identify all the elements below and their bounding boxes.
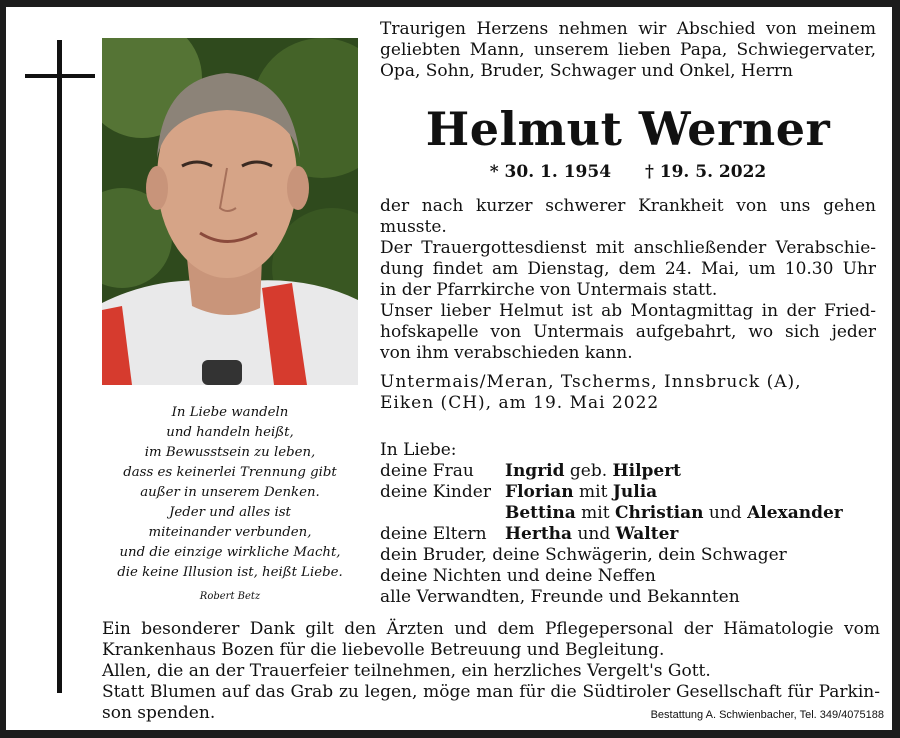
intro-line: Traurigen Herzens nehmen wir Abschied von meinem	[380, 19, 876, 39]
poem-line: und handeln heißt,	[166, 425, 294, 440]
family-intro: In Liebe:	[380, 440, 457, 460]
poem-author: Robert Betz	[199, 591, 261, 602]
death-date: † 19. 5. 2022	[644, 162, 767, 182]
poem-line: die keine Illusion ist, heißt Liebe.	[117, 565, 343, 580]
family-row-parents	[380, 524, 876, 545]
body-line: dung findet am Dienstag, dem 24. Mai, um 10.30 Uhr	[380, 259, 876, 279]
thanks-line: Krankenhaus Bozen für die liebevolle Betreuung und Begleitung.	[102, 640, 665, 660]
poem-line: im Bewusstsein zu leben,	[144, 445, 316, 460]
obituary-notice	[6, 7, 892, 730]
family-label: deine Frau	[380, 461, 474, 481]
family-connector: geb.	[564, 461, 613, 481]
family-connector: und	[703, 503, 748, 523]
intro-line: Opa, Sohn, Bruder, Schwager und Onkel, Herrn	[380, 61, 793, 81]
body-line: hofskapelle von Untermais aufgebahrt, wo sich jeder	[380, 322, 876, 342]
cross-icon	[57, 40, 62, 693]
family-others: dein Bruder, deine Schwägerin, dein Schwager	[380, 545, 787, 565]
family-name: Hertha	[505, 524, 573, 544]
body-line: Unser lieber Helmut ist ab Montagmittag in der Fried-	[380, 301, 876, 321]
family-connector: mit	[575, 503, 615, 523]
family-name: Bettina	[505, 503, 576, 523]
family-label: deine Eltern	[380, 524, 487, 544]
intro-line: geliebten Mann, unserem lieben Papa, Schwiegervater,	[380, 40, 876, 60]
family-name: Alexander	[747, 503, 843, 523]
thanks-line: Statt Blumen auf das Grab zu legen, möge man für die Südtiroler Gesellschaft für Parkin-	[102, 682, 880, 702]
family-name: Christian	[614, 503, 704, 523]
thanks-line: Allen, die an der Trauerfeier teilnehmen, ein herzliches Vergelt's Gott.	[102, 661, 711, 681]
family-row-children	[380, 482, 876, 503]
poem-line: In Liebe wandeln	[171, 405, 289, 420]
family-name: Walter	[615, 524, 679, 544]
place-line: Untermais/Meran, Tscherms, Innsbruck (A),	[380, 372, 802, 392]
thanks-line: Ein besonderer Dank gilt den Ärzten und dem Pflegepersonal der Hämatologie vom	[102, 619, 880, 639]
funeral-home-contact: Bestattung A. Schwienbacher, Tel. 349/4075188	[650, 709, 884, 721]
birth-date: * 30. 1. 1954	[489, 162, 612, 182]
cross-icon-bar	[25, 74, 95, 78]
family-others: deine Nichten und deine Neffen	[380, 566, 656, 586]
body-line: von ihm verabschieden kann.	[380, 343, 633, 363]
poem-line: miteinander verbunden,	[148, 525, 312, 540]
body-line: in der Pfarrkirche von Untermais statt.	[380, 280, 718, 300]
life-dates	[380, 160, 876, 184]
family-others: alle Verwandten, Freunde und Bekannten	[380, 587, 740, 607]
family-label: deine Kinder	[380, 482, 491, 502]
intro-text	[380, 19, 876, 82]
family-name: Ingrid	[505, 461, 565, 481]
poem-line: und die einzige wirkliche Macht,	[119, 545, 341, 560]
poem-line: außer in unserem Denken.	[140, 485, 320, 500]
place-line: Eiken (CH), am 19. Mai 2022	[380, 393, 660, 413]
body-line: der nach kurzer schwerer Krankheit von uns gehen	[380, 196, 876, 216]
family-name: Florian	[505, 482, 574, 502]
body-line: Der Trauergottesdienst mit anschließender Verabschie-	[380, 238, 876, 258]
body-text	[380, 196, 876, 364]
body-line: musste.	[380, 217, 447, 237]
family-name: Hilpert	[612, 461, 682, 481]
poem	[102, 403, 358, 607]
family-row-wife	[380, 461, 876, 482]
family-connector: und	[572, 524, 616, 544]
poem-line: dass es keinerlei Trennung gibt	[123, 465, 337, 480]
family-name: Julia	[612, 482, 658, 502]
poem-line: Jeder und alles ist	[169, 505, 291, 520]
portrait-photo	[102, 38, 358, 385]
family-connector: mit	[573, 482, 613, 502]
family-row-children-2	[380, 503, 876, 524]
deceased-name: Helmut Werner	[425, 102, 831, 156]
family-list	[380, 440, 876, 608]
thanks-line: son spenden.	[102, 703, 216, 723]
place-date	[380, 372, 876, 414]
